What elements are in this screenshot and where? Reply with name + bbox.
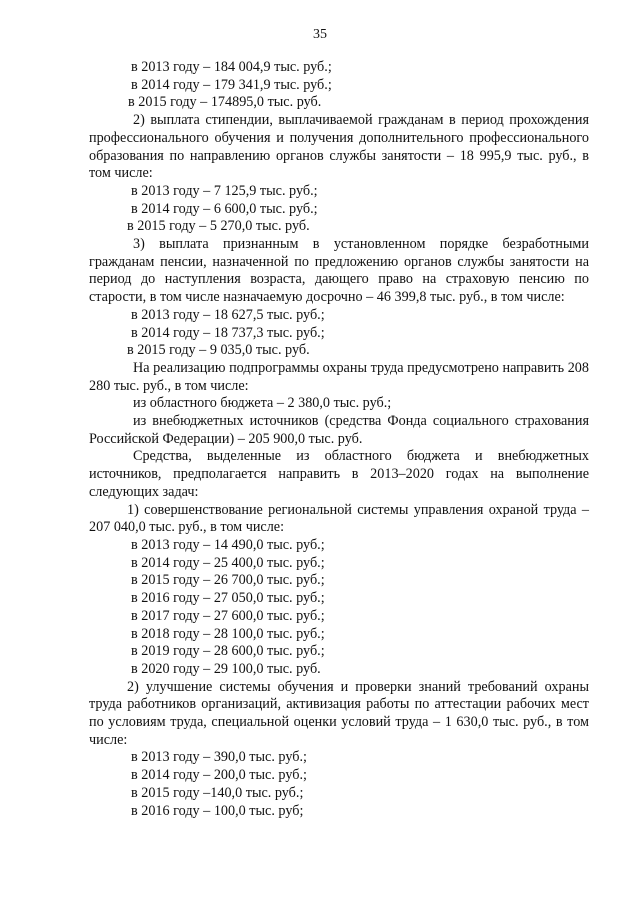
list-item: в 2015 году – 9 035,0 тыс. руб. [127, 342, 310, 359]
document-body [89, 59, 589, 820]
list-item: в 2016 году – 100,0 тыс. руб; [131, 802, 304, 819]
list-item: в 2013 году – 7 125,9 тыс. руб.; [131, 182, 318, 199]
list-item: в 2020 году – 29 100,0 тыс. руб. [131, 660, 321, 677]
list-item: из областного бюджета – 2 380,0 тыс. руб.; [133, 395, 392, 412]
list-item: в 2015 году – 174895,0 тыс. руб. [128, 94, 322, 111]
page-number: 35 [313, 27, 327, 42]
list-item: в 2019 году – 28 600,0 тыс. руб.; [131, 643, 325, 660]
list-item: в 2016 году – 27 050,0 тыс. руб.; [131, 590, 325, 607]
list-item: в 2013 году – 390,0 тыс. руб.; [131, 749, 307, 766]
paragraph: 1) совершенствование региональной системы управления охраной труда – 207 040,0 тыс. руб., в том числе: [89, 501, 589, 536]
paragraph: На реализацию подпрограммы охраны труда предусмотрено направить 208 280 тыс. руб., в том числе: [89, 359, 589, 394]
list-item: в 2014 году – 18 737,3 тыс. руб.; [131, 324, 325, 341]
paragraph: из внебюджетных источников (средства Фонда социального страхования Российской Федерации) – 205 900,0 тыс. руб. [89, 413, 589, 447]
list-item: в 2017 году – 27 600,0 тыс. руб.; [131, 607, 325, 624]
paragraph: 2) выплата стипендии, выплачиваемой гражданам в период прохождения профессионального обучения и получения дополнительного профессионального образования по направлению органов службы занятости – 18 995,9 тыс. руб., в том числе: [89, 112, 589, 182]
list-item: в 2014 году – 179 341,9 тыс. руб.; [131, 76, 332, 93]
list-item: в 2014 году – 25 400,0 тыс. руб.; [131, 554, 325, 571]
list-item: в 2015 году – 26 700,0 тыс. руб.; [131, 572, 325, 589]
list-item: в 2015 году – 5 270,0 тыс. руб. [127, 218, 310, 235]
list-item: в 2013 году – 14 490,0 тыс. руб.; [131, 536, 325, 553]
list-item: в 2018 году – 28 100,0 тыс. руб.; [131, 625, 325, 642]
list-item: в 2014 году – 200,0 тыс. руб.; [131, 767, 307, 784]
paragraph: 2) улучшение системы обучения и проверки знаний требований охраны труда работников организаций, активизация работы по аттестации рабочих мест по условиям труда, специальной оценки условий труда – 1 630,0 тыс. руб., в том числе: [89, 678, 589, 748]
list-item: в 2013 году – 18 627,5 тыс. руб.; [131, 306, 325, 323]
list-item: в 2015 году –140,0 тыс. руб.; [131, 784, 304, 801]
list-item: в 2013 году – 184 004,9 тыс. руб.; [131, 59, 332, 75]
list-item: в 2014 году – 6 600,0 тыс. руб.; [131, 200, 318, 217]
paragraph: 3) выплата признанным в установленном порядке безработными гражданам пенсии, назначенной по предложению органов службы занятости на период до наступления возраста, дающего право на страховую пенсию по старости, в том числе назначаемую досрочно – 46 399,8 тыс. руб., в том числе: [89, 236, 589, 306]
paragraph: Средства, выделенные из областного бюджета и внебюджетных источников, предполагается направить в 2013–2020 годах на выполнение следующих задач: [89, 448, 589, 500]
